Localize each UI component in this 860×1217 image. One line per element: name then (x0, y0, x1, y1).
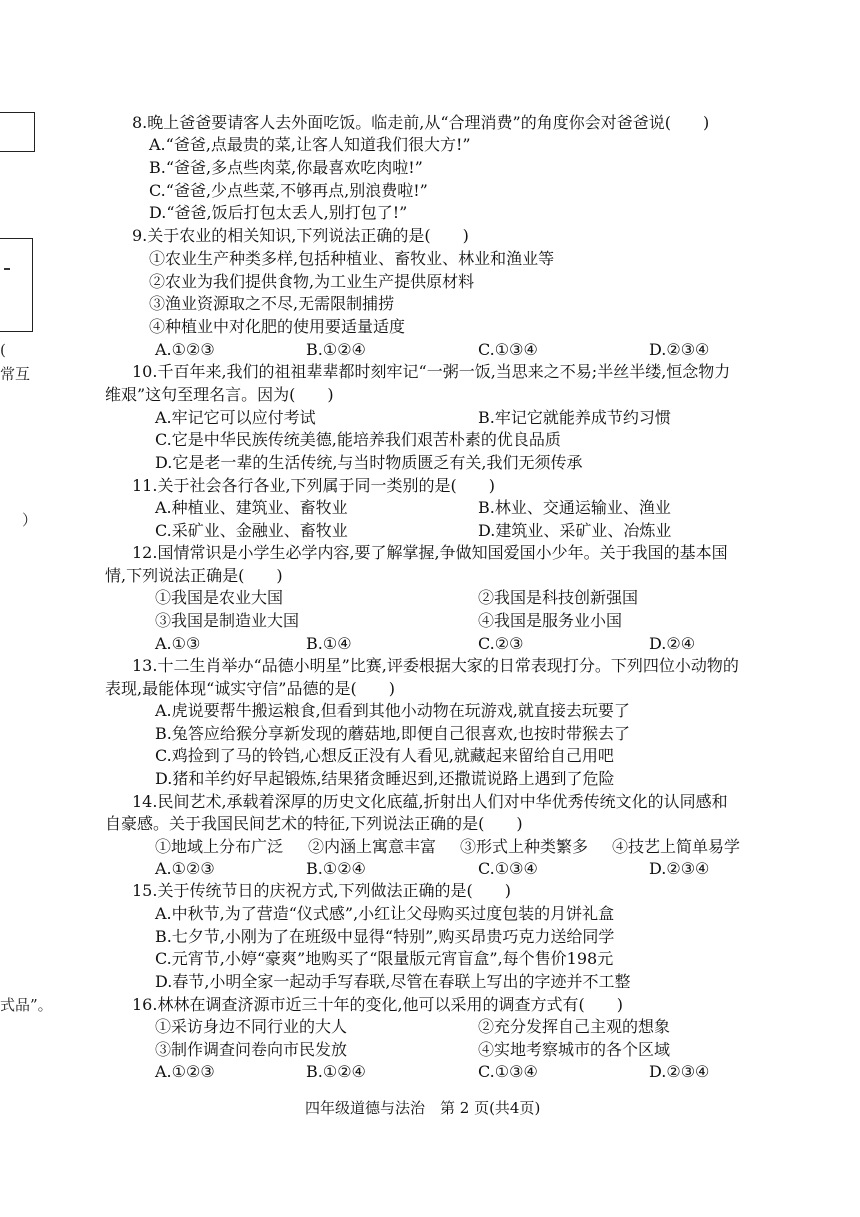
answer-option: B.兔答应给猴分享新发现的蘑菇地,即便自己很喜欢,也按时带猴去了 (155, 724, 631, 743)
statement: ①农业生产种类多样,包括种植业、畜牧业、林业和渔业等 (149, 249, 555, 268)
answer-option: D.建筑业、采矿业、冶炼业 (478, 521, 672, 540)
answer-option: A.①②③ (155, 1062, 215, 1081)
statement: ①地域上分布广泛 (155, 837, 284, 856)
answer-option: B.牢记它就能养成节约习惯 (478, 408, 671, 427)
statement: ④我国是服务业小国 (478, 611, 623, 630)
question-stem: 13.十二生肖举办“品德小明星”比赛,评委根据大家的日常表现打分。下列四位小动物的 (132, 656, 739, 675)
answer-option: A.中秋节,为了营造“仪式感”,小红让父母购买过度包装的月饼礼盒 (155, 904, 615, 923)
answer-option: D.②③④ (649, 340, 710, 359)
answer-option: D.②④ (649, 634, 696, 653)
question-stem: 15.关于传统节日的庆祝方式,下列做法正确的是( ) (132, 881, 512, 900)
answer-option: A.“爸爸,点最贵的菜,让客人知道我们很大方!” (149, 135, 471, 154)
question-stem: 14.民间艺术,承载着深厚的历史文化底蕴,折射出人们对中华优秀传统文化的认同感和 (132, 792, 728, 811)
answer-option: A.①③ (155, 634, 201, 653)
answer-option: D.它是老一辈的生活传统,与当时物质匮乏有关,我们无须传承 (155, 453, 583, 472)
answer-option: A.虎说要帮牛搬运粮食,但看到其他小动物在玩游戏,就直接去玩要了 (155, 701, 630, 720)
page-footer: 四年级道德与法治 第 2 页(共4页) (305, 1099, 541, 1117)
statement: ③制作调查问卷向市民发放 (155, 1040, 348, 1059)
statement: ②农业为我们提供食物,为工业生产提供原材料 (149, 272, 475, 291)
answer-option: B.七夕节,小刚为了在班级中显得“特别”,购买昂贵巧克力送给同学 (155, 927, 615, 946)
question-stem: 自豪感。关于我国民间艺术的特征,下列说法正确的是( ) (105, 814, 523, 833)
answer-option: D.②③④ (649, 859, 710, 878)
statement: ②充分发挥自己主观的想象 (478, 1017, 671, 1036)
question-stem: 11.关于社会各行各业,下列属于同一类别的是( ) (132, 476, 496, 495)
question-stem: 表现,最能体现“诚实守信”品德的是( ) (105, 679, 395, 698)
answer-option: A.牢记它可以应付考试 (155, 408, 316, 427)
statement: ②我国是科技创新强国 (478, 588, 639, 607)
answer-option: C.它是中华民族传统美德,能培养我们艰苦朴素的优良品质 (155, 430, 561, 449)
answer-option: C.鸡捡到了马的铃铛,心想反正没有人看见,就藏起来留给自己用吧 (155, 746, 614, 765)
statement: ③形式上种类繁多 (460, 837, 589, 856)
margin-fragment: ( (0, 341, 6, 359)
answer-option: D.②③④ (649, 1062, 710, 1081)
answer-option: A.①②③ (155, 340, 215, 359)
margin-tick (4, 268, 10, 270)
answer-option: C.①③④ (478, 340, 538, 359)
answer-option: C.“爸爸,少点些菜,不够再点,别浪费啦!” (149, 181, 428, 200)
answer-option: B.“爸爸,多点些肉菜,你最喜欢吃肉啦!” (149, 158, 423, 177)
margin-box-top (0, 112, 35, 152)
margin-box-middle (0, 238, 33, 332)
statement: ④技艺上简单易学 (612, 837, 741, 856)
statement: ④实地考察城市的各个区域 (478, 1040, 671, 1059)
question-stem: 8.晚上爸爸要请客人去外面吃饭。临走前,从“合理消费”的角度你会对爸爸说( ) (132, 113, 710, 132)
question-stem: 维艰”这句至理名言。因为( ) (105, 385, 334, 404)
answer-option: B.①②④ (306, 1062, 366, 1081)
answer-option: C.②③ (478, 634, 524, 653)
question-stem: 10.千百年来,我们的祖祖辈辈都时刻牢记“一粥一饭,当思来之不易;半丝半缕,恒念物力 (132, 362, 731, 381)
answer-option: B.林业、交通运输业、渔业 (478, 498, 671, 517)
question-stem: 16.林林在调查济源市近三十年的变化,他可以采用的调查方式有( ) (132, 995, 624, 1014)
answer-option: B.①④ (306, 634, 352, 653)
answer-option: C.采矿业、金融业、畜牧业 (155, 521, 348, 540)
question-stem: 情,下列说法正确是( ) (105, 566, 283, 585)
question-stem: 12.国情常识是小学生必学内容,要了解掌握,争做知国爱国小少年。关于我国的基本国 (132, 543, 728, 562)
answer-option: A.种植业、建筑业、畜牧业 (155, 498, 348, 517)
statement: ①采访身边不同行业的大人 (155, 1017, 348, 1036)
answer-option: B.①②④ (306, 859, 366, 878)
statement: ④种植业中对化肥的使用要适量适度 (149, 317, 406, 336)
margin-fragment: 式品”。 (0, 996, 53, 1014)
statement: ②内涵上寓意丰富 (308, 837, 437, 856)
answer-option: C.①③④ (478, 859, 538, 878)
answer-option: B.①②④ (306, 340, 366, 359)
statement: ①我国是农业大国 (155, 588, 284, 607)
answer-option: C.元宵节,小婷“豪爽”地购买了“限量版元宵盲盒”,每个售价198元 (155, 949, 614, 968)
answer-option: D.猪和羊约好早起锻炼,结果猪贪睡迟到,还撒谎说路上遇到了危险 (155, 769, 615, 788)
answer-option: A.①②③ (155, 859, 215, 878)
answer-option: C.①③④ (478, 1062, 538, 1081)
question-stem: 9.关于农业的相关知识,下列说法正确的是( ) (132, 226, 469, 245)
margin-fragment: ） (22, 511, 38, 529)
statement: ③渔业资源取之不尽,无需限制捕捞 (149, 294, 395, 313)
answer-option: D.春节,小明全家一起动手写春联,尽管在春联上写出的字迹并不工整 (155, 972, 631, 991)
answer-option: D.“爸爸,饭后打包太丢人,别打包了!” (149, 203, 408, 222)
statement: ③我国是制造业大国 (155, 611, 300, 630)
margin-fragment: 常互 (0, 365, 31, 383)
